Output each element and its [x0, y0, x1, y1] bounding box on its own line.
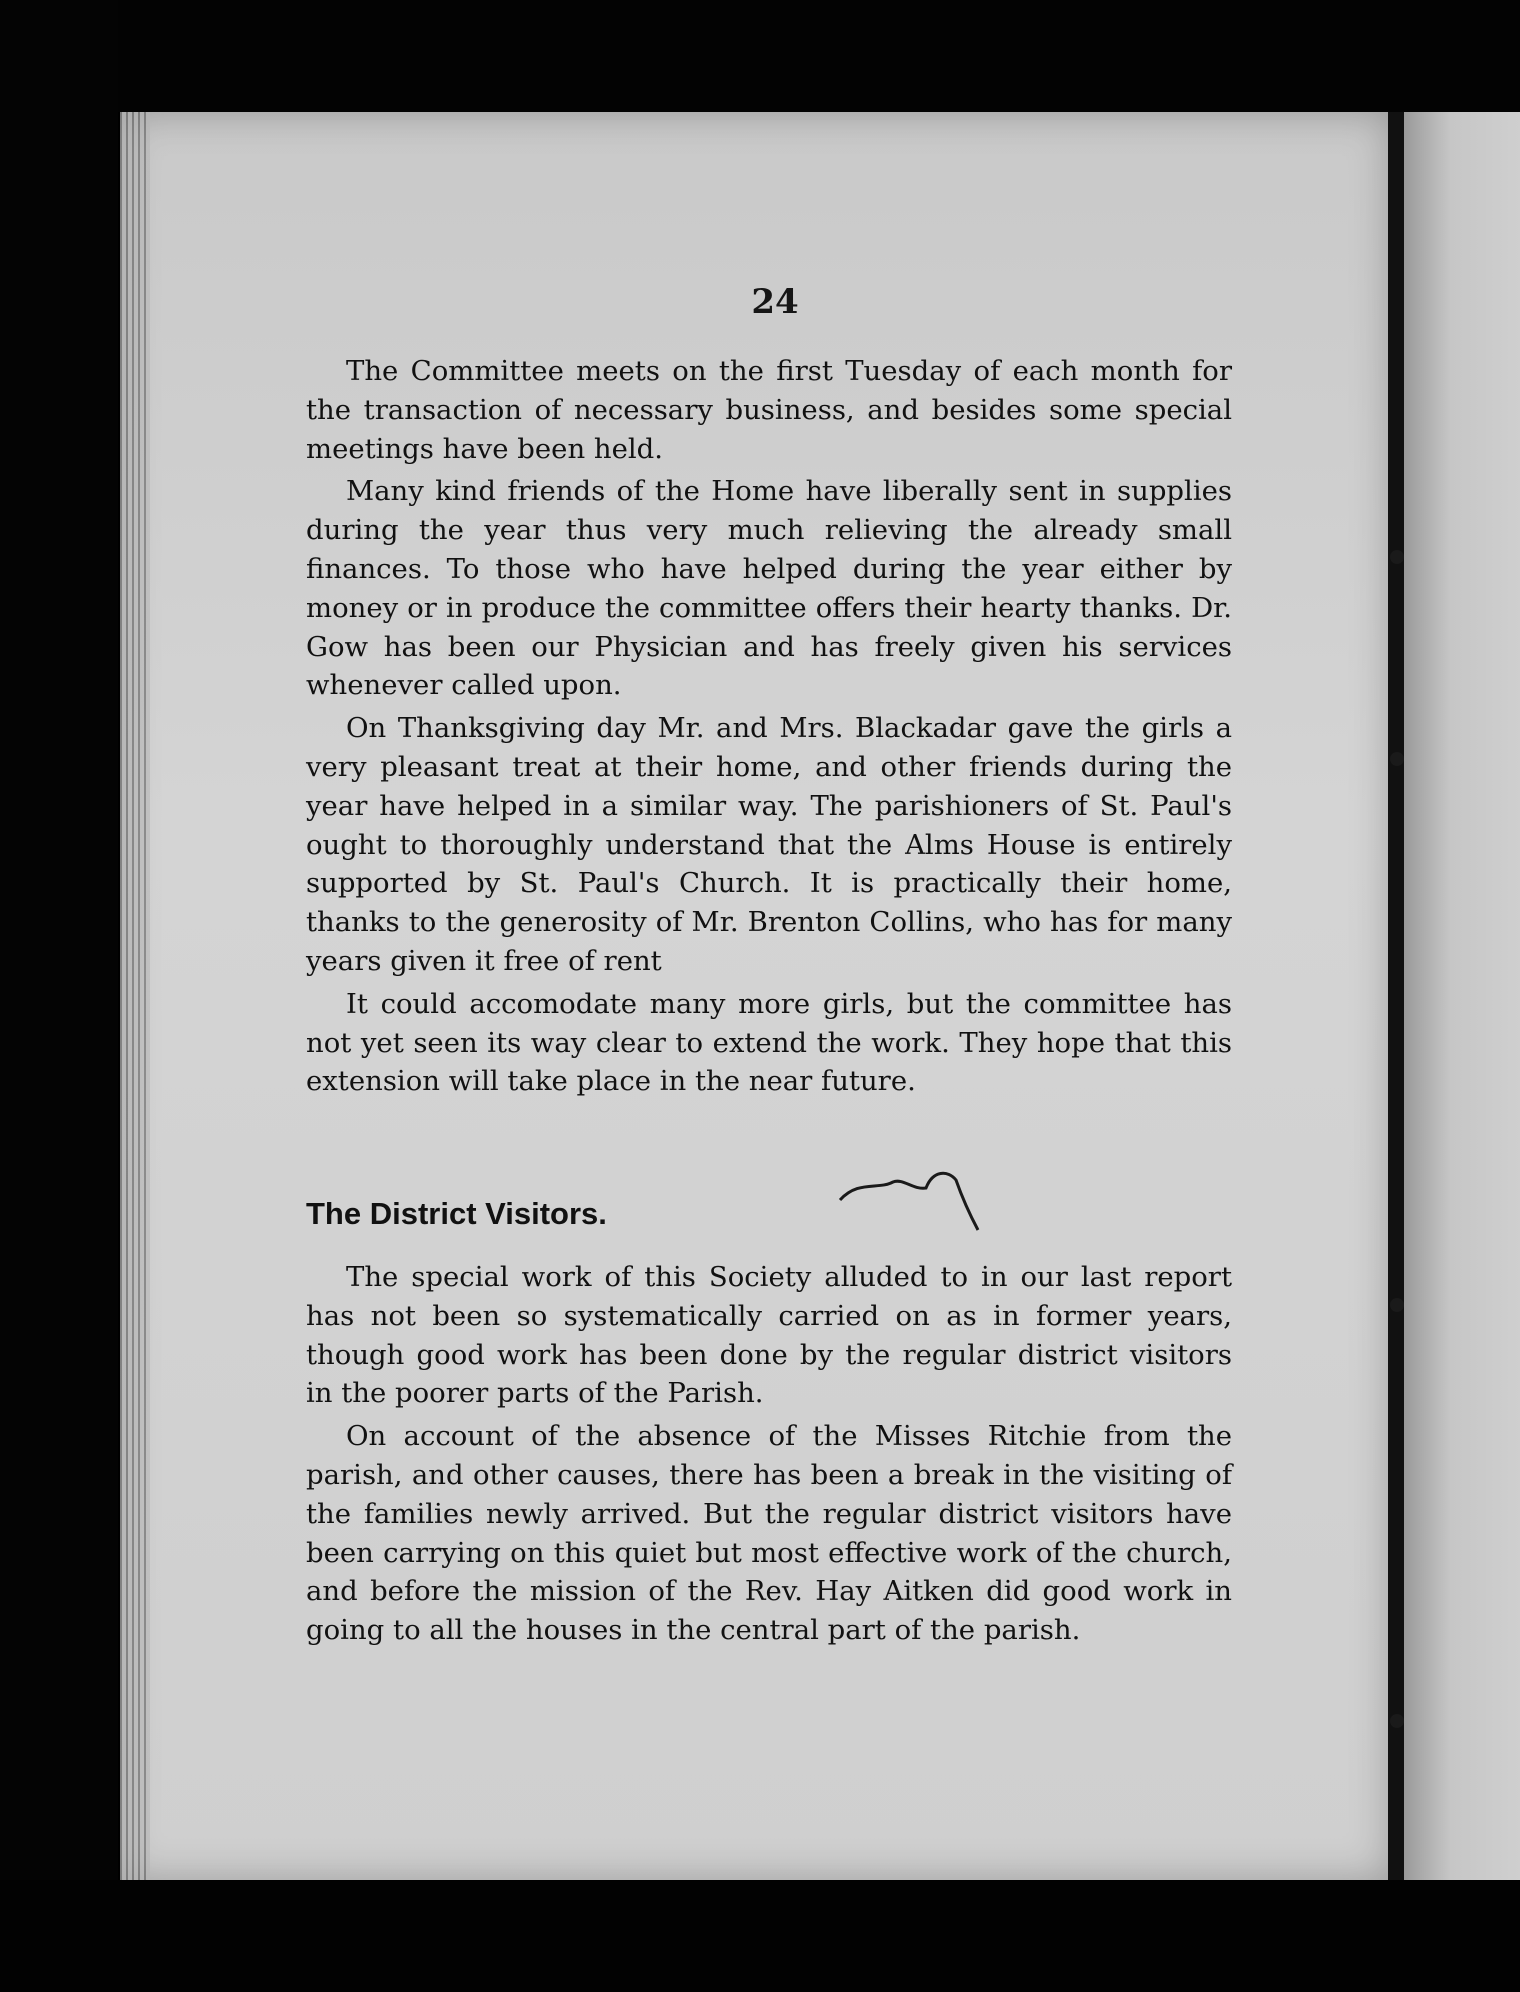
section-heading: The District Visitors. — [306, 1196, 607, 1231]
scan-border-top — [0, 0, 1520, 112]
body-text-section-1 — [306, 352, 1232, 1105]
book-gutter — [1388, 112, 1404, 1880]
paragraph: Many kind friends of the Home have liberally sent in supplies during the year thus very much relieving the already small finances. To those who have helped during the year either by money or in produce the committee offers their hearty thanks. Dr. Gow has been our Physician and has freely given his services whenever called upon. — [306, 475, 1232, 702]
paragraph: It could accomodate many more girls, but the committee has not yet seen its way clear to extend the work. They hope that this extension will take place in the near future. — [306, 987, 1232, 1098]
paragraph: On Thanksgiving day Mr. and Mrs. Blackadar gave the girls a very pleasant treat at their home, and other friends during the year have helped in a similar way. The parishioners of St. Paul's ought to thoroughly understand that the Alms House is entirely supported by St. Paul's Church. It is practically their home, thanks to the generosity of Mr. Brenton Collins, who has for many years given it free of rent — [306, 712, 1232, 977]
adjacent-page — [1404, 112, 1520, 1880]
scan-border-bottom — [0, 1880, 1520, 1992]
paragraph: On account of the absence of the Misses Ritchie from the parish, and other causes, there has been a break in the visiting of the families newly arrived. But the regular district visitors have been carrying on this quiet but most effective work of the church, and before the mission of the Rev. Hay Aitken did good work in going to all the houses in the central part of the parish. — [306, 1420, 1232, 1647]
paragraph: The Committee meets on the first Tuesday of each month for the transaction of necessary business, and besides some special meetings have been held. — [306, 355, 1232, 465]
scan-border-left — [0, 0, 118, 1992]
page-edge — [120, 112, 150, 1880]
page-number: 24 — [751, 282, 799, 322]
paragraph: The special work of this Society alluded to in our last report has not been so systematically carried on as in former years, though good work has been done by the regular district visitors in the poorer parts of the Parish. — [306, 1261, 1232, 1410]
binding-hole — [1390, 752, 1404, 766]
binding-hole — [1390, 1714, 1404, 1728]
binding-hole — [1390, 1298, 1404, 1312]
body-text-section-2 — [306, 1258, 1232, 1654]
binding-hole — [1390, 550, 1404, 564]
